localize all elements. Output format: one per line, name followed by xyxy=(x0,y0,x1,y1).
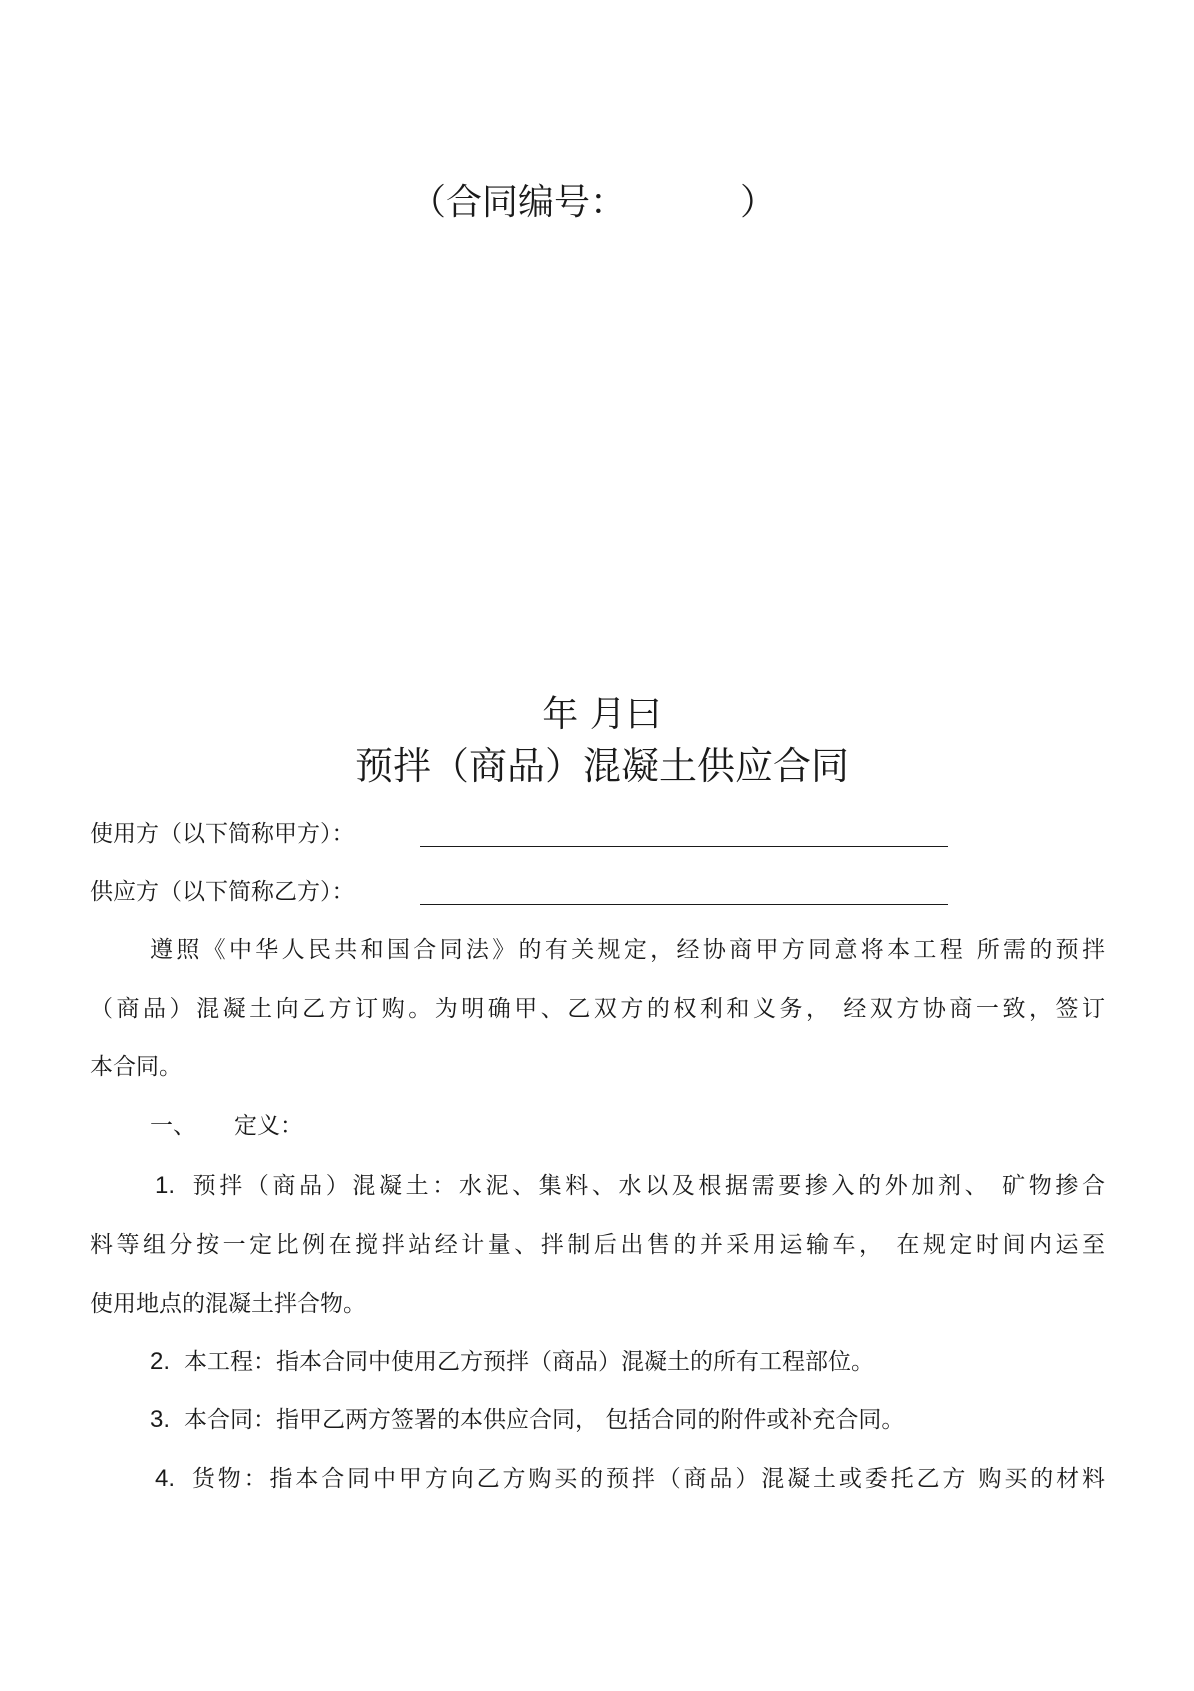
party-supplier-blank-line xyxy=(420,904,948,905)
definition-3-text: 本合同：指甲乙两方签署的本供应合同， 包括合同的附件或补充合同。 xyxy=(184,1407,905,1433)
definition-4-text: 货物：指本合同中甲方向乙方购买的预拌（商品）混凝土或委托乙方 购买的材料 xyxy=(189,1466,1105,1492)
definition-3-number: 3. xyxy=(150,1406,171,1433)
contract-number-label: 合同编号： xyxy=(446,182,627,223)
preamble-line-2: （商品）混凝土向乙方订购。为明确甲、乙双方的权利和义务， 经双方协商一致，签订 xyxy=(90,996,1105,1022)
definition-2-text: 本工程：指本合同中使用乙方预拌（商品）混凝土的所有工程部位。 xyxy=(184,1349,875,1375)
party-supplier-line xyxy=(90,872,355,912)
party-user-blank-line xyxy=(420,846,948,847)
preamble-line-1: 遵照《中华人民共和国合同法》的有关规定，经协商甲方同意将本工程 所需的预拌 xyxy=(150,937,1105,963)
definition-1-line-2: 料等组分按一定比例在搅拌站经计量、拌制后出售的并采用运输车， 在规定时间内运至 xyxy=(90,1232,1105,1258)
definition-4 xyxy=(155,1459,1105,1499)
section-1-title: 定义： xyxy=(234,1113,303,1139)
definition-2-number: 2. xyxy=(150,1348,171,1375)
contract-number-close-paren: ） xyxy=(740,182,777,223)
definition-4-number: 4. xyxy=(155,1465,176,1492)
definition-1-line-1 xyxy=(155,1166,1105,1206)
definition-1-text-1: 预拌（商品）混凝土：水泥、集料、水以及根据需要掺入的外加剂、 矿物掺合 xyxy=(189,1173,1105,1199)
definition-1-line-3: 使用地点的混凝土拌合物。 xyxy=(90,1291,366,1317)
document-title: 预拌（商品）混凝土供应合同 xyxy=(354,744,849,788)
section-1-heading xyxy=(150,1106,303,1146)
definition-1-number: 1. xyxy=(155,1172,176,1199)
date-line: 年 月曰 xyxy=(542,694,662,735)
party-supplier-label: 供应方（以下简称乙方）： xyxy=(90,879,355,905)
definition-3 xyxy=(150,1400,904,1440)
preamble-line-3: 本合同。 xyxy=(90,1054,182,1080)
party-user-line xyxy=(90,814,355,854)
definition-2 xyxy=(150,1342,874,1382)
section-1-number: 一、 xyxy=(150,1113,196,1139)
party-user-label: 使用方（以下简称甲方）： xyxy=(90,821,355,847)
contract-number-open-paren: （ xyxy=(410,182,447,223)
contract-number-line xyxy=(410,178,790,228)
